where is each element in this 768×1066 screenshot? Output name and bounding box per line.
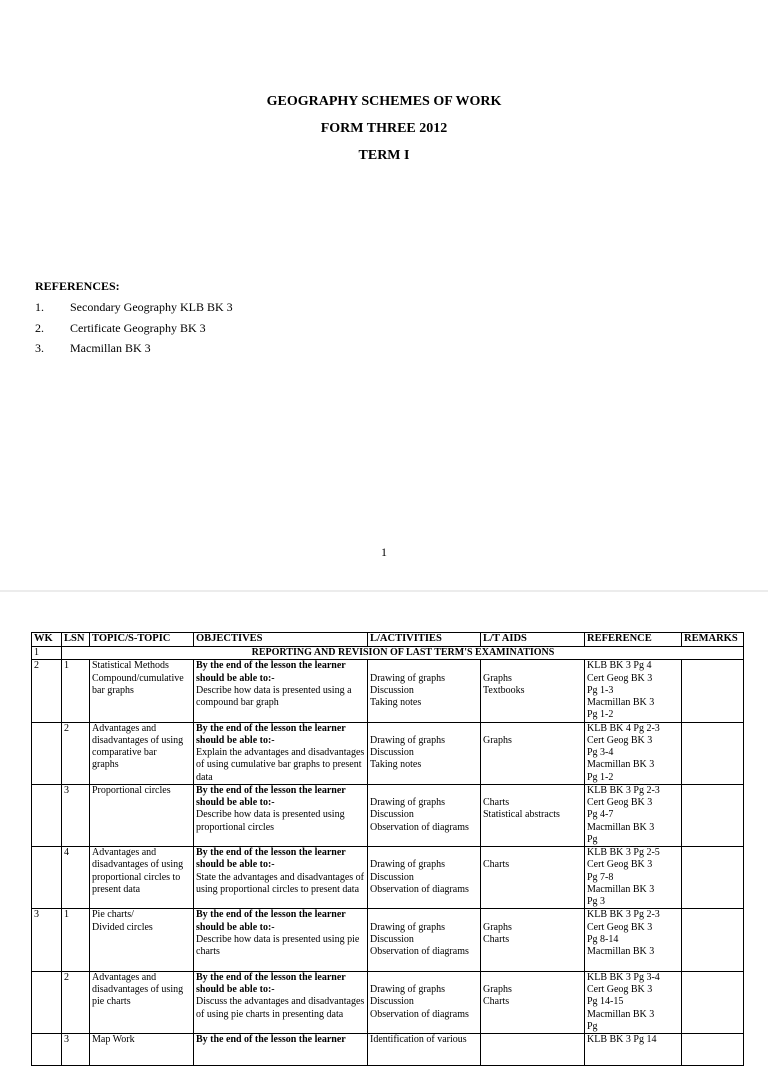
references-list: [35, 300, 233, 362]
aids-cell-line: Charts: [483, 797, 510, 809]
document-title-block: [0, 93, 768, 174]
aids-cell: [481, 909, 585, 971]
objectives-heading: By the end of the lesson the learner should be able to:-: [196, 909, 346, 933]
objectives-cell: [194, 660, 368, 722]
activities-cell-line: Taking notes: [370, 697, 422, 709]
objectives-content: [196, 847, 366, 896]
column-header-wk: WK: [32, 633, 62, 647]
reference-cell-content: [587, 1034, 680, 1065]
objectives-content: [196, 909, 366, 958]
page-separator: [0, 590, 768, 592]
activities-cell-line: Discussion: [370, 996, 414, 1008]
reference-cell-line: Macmillan BK 3: [587, 697, 655, 709]
objectives-cell: [194, 1034, 368, 1066]
week-cell: [32, 722, 62, 784]
reference-item: [35, 321, 233, 342]
objectives-cell: [194, 971, 368, 1033]
aids-cell-content: [483, 1034, 583, 1065]
topic-cell-content: [92, 972, 192, 1021]
objectives-heading: By the end of the lesson the learner should be able to:-: [196, 847, 346, 871]
table-row: [32, 847, 744, 909]
reference-cell-line: KLB BK 4 Pg 2-3: [587, 722, 660, 734]
reference-cell-line: KLB BK 3 Pg 3-4: [587, 971, 660, 983]
reference-cell: [585, 1034, 682, 1066]
aids-cell-line: Graphs: [483, 672, 512, 684]
aids-cell-content: [483, 660, 583, 721]
topic-cell-line: Statistical Methods: [92, 660, 169, 672]
activities-cell-content: [370, 909, 479, 970]
reference-item: [35, 300, 233, 321]
reference-cell-line: Cert Geog BK 3: [587, 797, 653, 809]
activities-cell: [368, 660, 481, 722]
remarks-cell: [682, 909, 744, 971]
revision-banner: REPORTING AND REVISION OF LAST TERM'S EXAMINATIONS: [62, 647, 744, 660]
reference-cell-line: Macmillan BK 3: [587, 1008, 655, 1020]
week-cell: 1: [32, 647, 62, 660]
reference-cell-line: KLB BK 3 Pg 14: [587, 1034, 657, 1046]
table-row: [32, 909, 744, 971]
reference-cell-line: Cert Geog BK 3: [587, 859, 653, 871]
activities-cell-line: Observation of diagrams: [370, 1008, 469, 1020]
reference-cell-line: Pg 1-3: [587, 684, 614, 696]
objectives-heading: By the end of the lesson the learner should be able to:-: [196, 971, 346, 996]
table-row: [32, 722, 744, 784]
topic-cell-line: Map Work: [92, 1034, 135, 1046]
objectives-heading: By the end of the lesson the learner should be able to:-: [196, 722, 346, 746]
topic-cell: [90, 660, 194, 722]
topic-cell-line: Advantages and: [92, 971, 157, 983]
reference-cell-line: Cert Geog BK 3: [587, 672, 653, 684]
activities-cell: [368, 1034, 481, 1066]
objectives-text: State the advantages and disadvantages of using proportional circles to present data: [196, 871, 364, 896]
remarks-cell: [682, 971, 744, 1033]
aids-cell: [481, 784, 585, 846]
aids-cell-line: Charts: [483, 996, 510, 1008]
reference-cell: [585, 847, 682, 909]
week-cell: 3: [32, 909, 62, 971]
topic-cell-line: Advantages and: [92, 722, 157, 734]
aids-cell-content: [483, 909, 583, 970]
activities-cell-line: Drawing of graphs: [370, 859, 445, 871]
lesson-cell: 1: [62, 909, 90, 971]
activities-cell-line: Discussion: [370, 934, 414, 946]
reference-cell-line: Cert Geog BK 3: [587, 734, 653, 746]
activities-cell: [368, 909, 481, 971]
topic-cell-line: present data: [92, 884, 141, 896]
aids-cell-line: Charts: [483, 859, 510, 871]
reference-cell-line: KLB BK 3 Pg 4: [587, 660, 652, 672]
reference-item: [35, 341, 233, 362]
reference-cell-content: [587, 722, 680, 783]
topic-cell-content: [92, 847, 192, 896]
references-heading: REFERENCES:: [35, 279, 120, 293]
reference-cell: [585, 722, 682, 784]
activities-cell-content: [370, 785, 479, 846]
reference-cell-line: Cert Geog BK 3: [587, 984, 653, 996]
activities-cell: [368, 971, 481, 1033]
objectives-text: Describe how data is presented using proportional circles: [196, 809, 345, 833]
objectives-content: [196, 785, 366, 834]
aids-cell-content: [483, 972, 583, 1033]
activities-cell-line: Identification of various: [370, 1034, 467, 1046]
column-header-aids: L/T AIDS: [481, 633, 585, 647]
reference-number: 2.: [35, 320, 44, 335]
reference-text: Macmillan BK 3: [70, 341, 151, 355]
week-cell: [32, 971, 62, 1033]
table-header-row: [32, 633, 744, 647]
table-row-banner: [32, 647, 744, 660]
reference-cell-line: Cert Geog BK 3: [587, 921, 653, 933]
topic-cell-content: [92, 1034, 192, 1065]
reference-cell-line: Pg 7-8: [587, 871, 614, 883]
aids-cell-line: Charts: [483, 934, 510, 946]
reference-cell-line: KLB BK 3 Pg 2-3: [587, 784, 660, 796]
activities-cell: [368, 722, 481, 784]
activities-cell-content: [370, 972, 479, 1033]
remarks-cell: [682, 1034, 744, 1066]
activities-cell: [368, 784, 481, 846]
topic-cell-line: pie charts: [92, 996, 131, 1008]
aids-cell-line: Graphs: [483, 984, 512, 996]
objectives-text: Discuss the advantages and disadvantages of using pie charts in presenting data: [196, 996, 365, 1020]
activities-cell: [368, 847, 481, 909]
remarks-cell: [682, 722, 744, 784]
topic-cell: [90, 1034, 194, 1066]
reference-cell-line: Macmillan BK 3: [587, 821, 655, 833]
reference-cell-line: Pg 3-4: [587, 747, 614, 759]
lesson-cell: 2: [62, 971, 90, 1033]
topic-cell-line: Proportional circles: [92, 784, 171, 796]
aids-cell-content: [483, 847, 583, 908]
topic-cell-content: [92, 785, 192, 834]
table-row: [32, 784, 744, 846]
reference-cell-line: Pg 8-14: [587, 934, 619, 946]
objectives-content: [196, 722, 366, 783]
reference-cell-line: KLB BK 3 Pg 2-3: [587, 909, 660, 921]
reference-cell-line: Pg 4-7: [587, 809, 614, 821]
objectives-heading: By the end of the lesson the learner should be able to:-: [196, 660, 346, 684]
aids-cell: [481, 847, 585, 909]
activities-cell-line: Discussion: [370, 809, 414, 821]
reference-cell-content: [587, 971, 680, 1032]
activities-cell-line: Taking notes: [370, 759, 422, 771]
reference-text: Certificate Geography BK 3: [70, 320, 206, 335]
remarks-cell: [682, 784, 744, 846]
objectives-text: Explain the advantages and disadvantages of using cumulative bar graphs to present data: [196, 747, 365, 783]
aids-cell-content: [483, 785, 583, 846]
activities-cell-line: Discussion: [370, 871, 414, 883]
reference-text: Secondary Geography KLB BK 3: [70, 300, 233, 314]
topic-cell-line: graphs: [92, 759, 119, 771]
page-number: 1: [381, 545, 387, 559]
form-year-title: FORM THREE 2012: [320, 121, 448, 136]
column-header-reference: REFERENCE: [585, 633, 682, 647]
remarks-cell: [682, 847, 744, 909]
lesson-cell: 3: [62, 784, 90, 846]
lesson-cell: 4: [62, 847, 90, 909]
objectives-cell: [194, 909, 368, 971]
topic-cell: [90, 722, 194, 784]
reference-cell-line: Pg 3: [587, 896, 606, 908]
reference-cell-line: KLB BK 3 Pg 2-5: [587, 847, 660, 859]
reference-cell-content: [587, 909, 680, 958]
aids-cell-content: [483, 723, 583, 784]
reference-cell-content: [587, 660, 680, 721]
objectives-content: [196, 1034, 366, 1065]
topic-cell: [90, 847, 194, 909]
topic-cell-line: disadvantages of using: [92, 734, 184, 746]
aids-cell-line: Textbooks: [483, 684, 525, 696]
term-title: TERM I: [358, 148, 410, 163]
activities-cell-content: [370, 723, 479, 784]
activities-cell-line: Drawing of graphs: [370, 984, 445, 996]
topic-cell-content: [92, 909, 192, 958]
topic-cell-line: Advantages and: [92, 847, 157, 859]
reference-cell: [585, 660, 682, 722]
activities-cell-content: [370, 660, 479, 721]
objectives-heading: By the end of the lesson the learner should be able to:-: [196, 784, 346, 809]
aids-cell-line: Graphs: [483, 734, 512, 746]
topic-cell-line: disadvantages of using: [92, 984, 184, 996]
reference-cell: [585, 971, 682, 1033]
document-title: GEOGRAPHY SCHEMES OF WORK: [266, 94, 502, 109]
column-header-topic: TOPIC/S-TOPIC: [90, 633, 194, 647]
schemes-of-work-table: [31, 632, 744, 1066]
week-cell: 2: [32, 660, 62, 722]
reference-cell-line: Macmillan BK 3: [587, 759, 655, 771]
topic-cell-line: Pie charts/: [92, 909, 134, 921]
table-row: [32, 660, 744, 722]
reference-cell-line: Pg 1-2: [587, 709, 614, 721]
topic-cell-line: proportional circles to: [92, 871, 181, 883]
reference-cell-line: Pg: [587, 834, 598, 846]
activities-cell-line: Observation of diagrams: [370, 946, 469, 958]
reference-cell-line: Pg: [587, 1020, 598, 1032]
column-header-remarks: REMARKS: [682, 633, 744, 647]
activities-cell-content: [370, 847, 479, 908]
topic-cell: [90, 971, 194, 1033]
lesson-cell: 3: [62, 1034, 90, 1066]
objectives-cell: [194, 784, 368, 846]
activities-cell-content: [370, 1034, 479, 1065]
reference-cell-content: [587, 784, 680, 846]
topic-cell-line: disadvantages of using: [92, 859, 184, 871]
table-row: [32, 1034, 744, 1066]
reference-cell-line: Pg 14-15: [587, 996, 624, 1008]
lesson-cell: 1: [62, 660, 90, 722]
aids-cell: [481, 660, 585, 722]
topic-cell: [90, 909, 194, 971]
reference-cell-line: Macmillan BK 3: [587, 884, 655, 896]
activities-cell-line: Observation of diagrams: [370, 884, 469, 896]
activities-cell-line: Discussion: [370, 684, 414, 696]
activities-cell-line: Drawing of graphs: [370, 921, 445, 933]
column-header-lsn: LSN: [62, 633, 90, 647]
objectives-content: [196, 972, 366, 1021]
objectives-text: Describe how data is presented using a compound bar graph: [196, 684, 352, 709]
table-row: [32, 971, 744, 1033]
reference-number: 1.: [35, 300, 44, 314]
aids-cell: [481, 1034, 585, 1066]
topic-cell-line: bar graphs: [92, 684, 134, 696]
objectives-content: [196, 660, 366, 709]
objectives-cell: [194, 722, 368, 784]
topic-cell-line: Compound/cumulative: [92, 672, 184, 684]
aids-cell-line: Statistical abstracts: [483, 809, 560, 821]
objectives-cell: [194, 847, 368, 909]
aids-cell: [481, 971, 585, 1033]
topic-cell-line: Divided circles: [92, 921, 153, 933]
activities-cell-line: Drawing of graphs: [370, 797, 445, 809]
remarks-cell: [682, 660, 744, 722]
activities-cell-line: Discussion: [370, 747, 414, 759]
reference-cell: [585, 784, 682, 846]
week-cell: [32, 1034, 62, 1066]
week-cell: [32, 784, 62, 846]
column-header-activities: L/ACTIVITIES: [368, 633, 481, 647]
reference-number: 3.: [35, 341, 44, 355]
reference-cell-content: [587, 847, 680, 908]
lesson-cell: 2: [62, 722, 90, 784]
topic-cell: [90, 784, 194, 846]
reference-cell: [585, 909, 682, 971]
activities-cell-line: Drawing of graphs: [370, 672, 445, 684]
objectives-text: Describe how data is presented using pie charts: [196, 934, 360, 958]
topic-cell-content: [92, 723, 192, 772]
activities-cell-line: Drawing of graphs: [370, 734, 445, 746]
reference-cell-line: Macmillan BK 3: [587, 946, 655, 958]
reference-cell-line: Pg 1-2: [587, 771, 614, 783]
topic-cell-line: comparative bar: [92, 747, 157, 759]
week-cell: [32, 847, 62, 909]
aids-cell: [481, 722, 585, 784]
objectives-heading: By the end of the lesson the learner: [196, 1034, 346, 1046]
column-header-objectives: OBJECTIVES: [194, 633, 368, 647]
topic-cell-content: [92, 660, 192, 709]
aids-cell-line: Graphs: [483, 921, 512, 933]
activities-cell-line: Observation of diagrams: [370, 821, 469, 833]
